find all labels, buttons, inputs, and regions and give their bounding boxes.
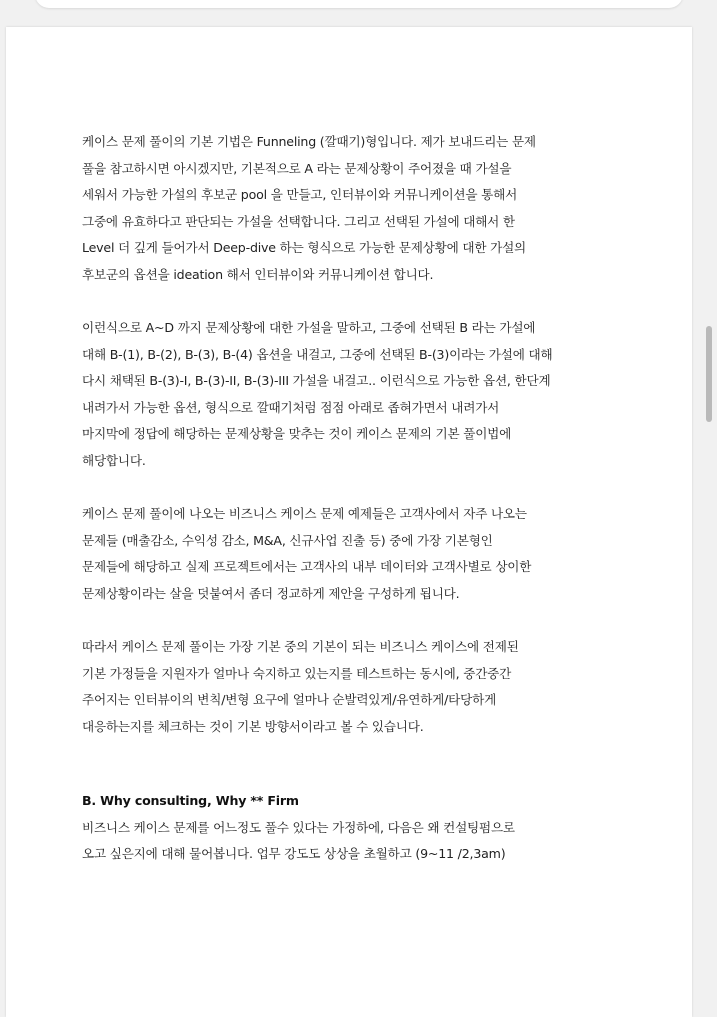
text-line: 세워서 가능한 가설의 후보군 pool 을 만들고, 인터뷰이와 커뮤니케이션을 통해서 [82, 187, 518, 202]
text-line: 그중에 유효하다고 판단되는 가설을 선택합니다. 그리고 선택된 가설에 대해서 한 [82, 213, 515, 229]
paragraph-funneling [82, 129, 642, 288]
text-line: 후보군의 옵션을 ideation 해서 인터뷰이와 커뮤니케이션 합니다. [82, 266, 434, 282]
paragraph-conclusion [82, 634, 642, 740]
scrollbar-thumb[interactable] [706, 326, 712, 422]
text-line: 풀을 참고하시면 아시겠지만, 기본적으로 A 라는 문제상황이 주어졌을 때 가설을 [82, 160, 512, 176]
text-line: 대응하는지를 체크하는 것이 기본 방향서이라고 볼 수 있습니다. [82, 718, 424, 734]
text-line: 케이스 문제 풀이에 나오는 비즈니스 케이스 문제 예제들은 고객사에서 자주 나오는 [82, 506, 527, 521]
paragraph-gap [82, 607, 642, 634]
text-line: 비즈니스 케이스 문제를 어느정도 풀수 있다는 가정하에, 다음은 왜 컨설팅펌으로 [82, 819, 515, 835]
text-line: 내려가서 가능한 옵션, 형식으로 깔때기처럼 점점 아래로 좁혀가면서 내려가서 [82, 399, 500, 415]
paragraph-gap [82, 288, 642, 315]
paragraph-hypothesis-steps [82, 315, 642, 474]
document-body [82, 129, 642, 868]
text-line: 문제상황이라는 살을 덧붙여서 좀더 정교하게 제안을 구성하게 됩니다. [82, 585, 460, 601]
text-line: 오고 싶은지에 대해 물어봅니다. 업무 강도도 상상을 초월하고 (9~11 /2,3am) [82, 846, 506, 861]
section-heading: B. Why consulting, Why ** Firm [82, 793, 299, 808]
text-line: Level 더 깊게 들어가서 Deep-dive 하는 형식으로 가능한 문제상황에 대한 가설의 [82, 240, 527, 255]
text-line: 문제들에 해당하고 실제 프로젝트에서는 고객사의 내부 데이터와 고객사별로 상이한 [82, 559, 532, 574]
text-line: 해당합니다. [82, 452, 146, 468]
section-why-consulting [82, 788, 642, 868]
paragraph-business-cases [82, 501, 642, 607]
text-line: 주어지는 인터뷰이의 변칙/변형 요구에 얼마나 순발력있게/유연하게/타당하게 [82, 692, 497, 707]
section-gap [82, 740, 642, 788]
text-line: 기본 가정들을 지원자가 얼마나 숙지하고 있는지를 테스트하는 동시에, 중간중간 [82, 665, 512, 681]
text-line: 다시 채택된 B-(3)-I, B-(3)-II, B-(3)-III 가설을 내걸고.. 이런식으로 가능한 옵션, 한단계 [82, 373, 551, 388]
text-line: 대해 B-(1), B-(2), B-(3), B-(4) 옵션을 내걸고, 그중에 선택된 B-(3)이라는 가설에 대해 [82, 346, 553, 362]
text-line: 마지막에 정답에 해당하는 문제상황을 맞추는 것이 케이스 문제의 기본 풀이법에 [82, 426, 512, 441]
paragraph-gap [82, 474, 642, 501]
previous-page-card [35, 0, 683, 8]
text-line: 따라서 케이스 문제 풀이는 가장 기본 중의 기본이 되는 비즈니스 케이스에 전제된 [82, 639, 519, 654]
text-line: 케이스 문제 풀이의 기본 기법은 Funneling (깔때기)형입니다. 제가 보내드리는 문제 [82, 134, 536, 149]
text-line: 문제들 (매출감소, 수익성 감소, M&A, 신규사업 진출 등) 중에 가장 기본형인 [82, 532, 493, 548]
text-line: 이런식으로 A~D 까지 문제상황에 대한 가설을 말하고, 그중에 선택된 B 라는 가설에 [82, 320, 536, 335]
